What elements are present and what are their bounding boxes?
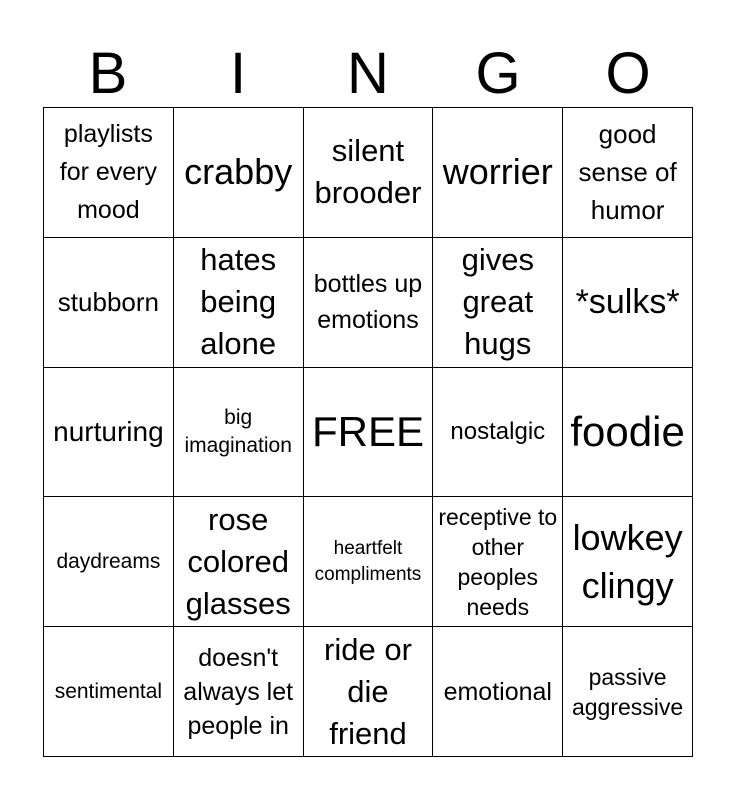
- bingo-cell[interactable]: [433, 238, 563, 368]
- cell-text: daydreams: [56, 549, 161, 573]
- bingo-cell[interactable]: [174, 368, 304, 498]
- cell-text: playlists for every mood: [59, 120, 158, 225]
- bingo-cell[interactable]: [44, 497, 174, 627]
- cell-text: big imagination: [184, 405, 292, 457]
- cell-text: passive aggressive: [571, 663, 684, 720]
- bingo-cell[interactable]: [44, 108, 174, 238]
- bingo-cell[interactable]: [174, 238, 304, 368]
- header-letter-b: B: [88, 41, 128, 106]
- header-letter-n: N: [347, 41, 389, 106]
- cell-text: emotional: [443, 677, 552, 706]
- cell-text: gives great hugs: [461, 242, 534, 362]
- bingo-header: [43, 40, 693, 108]
- cell-text: lowkey clingy: [572, 516, 683, 606]
- cell-text: sentimental: [54, 679, 163, 703]
- bingo-cell[interactable]: [563, 238, 693, 368]
- header-letter-i: I: [229, 41, 247, 106]
- header-letter-o: O: [605, 41, 651, 106]
- cell-text: *sulks*: [575, 283, 680, 322]
- cell-text: doesn't always let people in: [183, 643, 294, 740]
- header-letter-g: G: [475, 41, 521, 106]
- bingo-cell[interactable]: [563, 497, 693, 627]
- cell-text: rose colored glasses: [185, 501, 291, 621]
- cell-text: receptive to other peoples needs: [438, 503, 558, 620]
- bingo-cell[interactable]: [433, 497, 563, 627]
- bingo-cell[interactable]: [304, 108, 434, 238]
- bingo-cell[interactable]: [174, 108, 304, 238]
- bingo-cell[interactable]: [44, 368, 174, 498]
- bingo-cell[interactable]: [174, 497, 304, 627]
- cell-text: nostalgic: [450, 417, 546, 445]
- cell-text: heartfelt compliments: [314, 537, 422, 585]
- bingo-cell[interactable]: [304, 627, 434, 757]
- cell-text: ride or die friend: [324, 631, 412, 751]
- bingo-board: [43, 107, 693, 757]
- bingo-cell[interactable]: [304, 238, 434, 368]
- cell-text: bottles up emotions: [313, 270, 423, 335]
- cell-text: silent brooder: [314, 133, 422, 211]
- bingo-cell[interactable]: [44, 238, 174, 368]
- bingo-cell[interactable]: [563, 368, 693, 498]
- bingo-cell[interactable]: [433, 108, 563, 238]
- cell-text: worrier: [442, 151, 553, 193]
- cell-text: crabby: [184, 151, 293, 193]
- bingo-cell[interactable]: [433, 368, 563, 498]
- cell-text: nurturing: [53, 415, 164, 447]
- cell-text: foodie: [570, 407, 685, 455]
- cell-text: stubborn: [57, 287, 159, 318]
- bingo-cell[interactable]: [174, 627, 304, 757]
- cell-text: hates being alone: [200, 242, 277, 362]
- bingo-cell[interactable]: [563, 108, 693, 238]
- bingo-cell[interactable]: [433, 627, 563, 757]
- bingo-cell[interactable]: [304, 368, 434, 498]
- bingo-cell[interactable]: [304, 497, 434, 627]
- bingo-cell[interactable]: [44, 627, 174, 757]
- cell-text: FREE: [311, 407, 424, 455]
- cell-text: good sense of humor: [578, 119, 677, 226]
- bingo-cell[interactable]: [563, 627, 693, 757]
